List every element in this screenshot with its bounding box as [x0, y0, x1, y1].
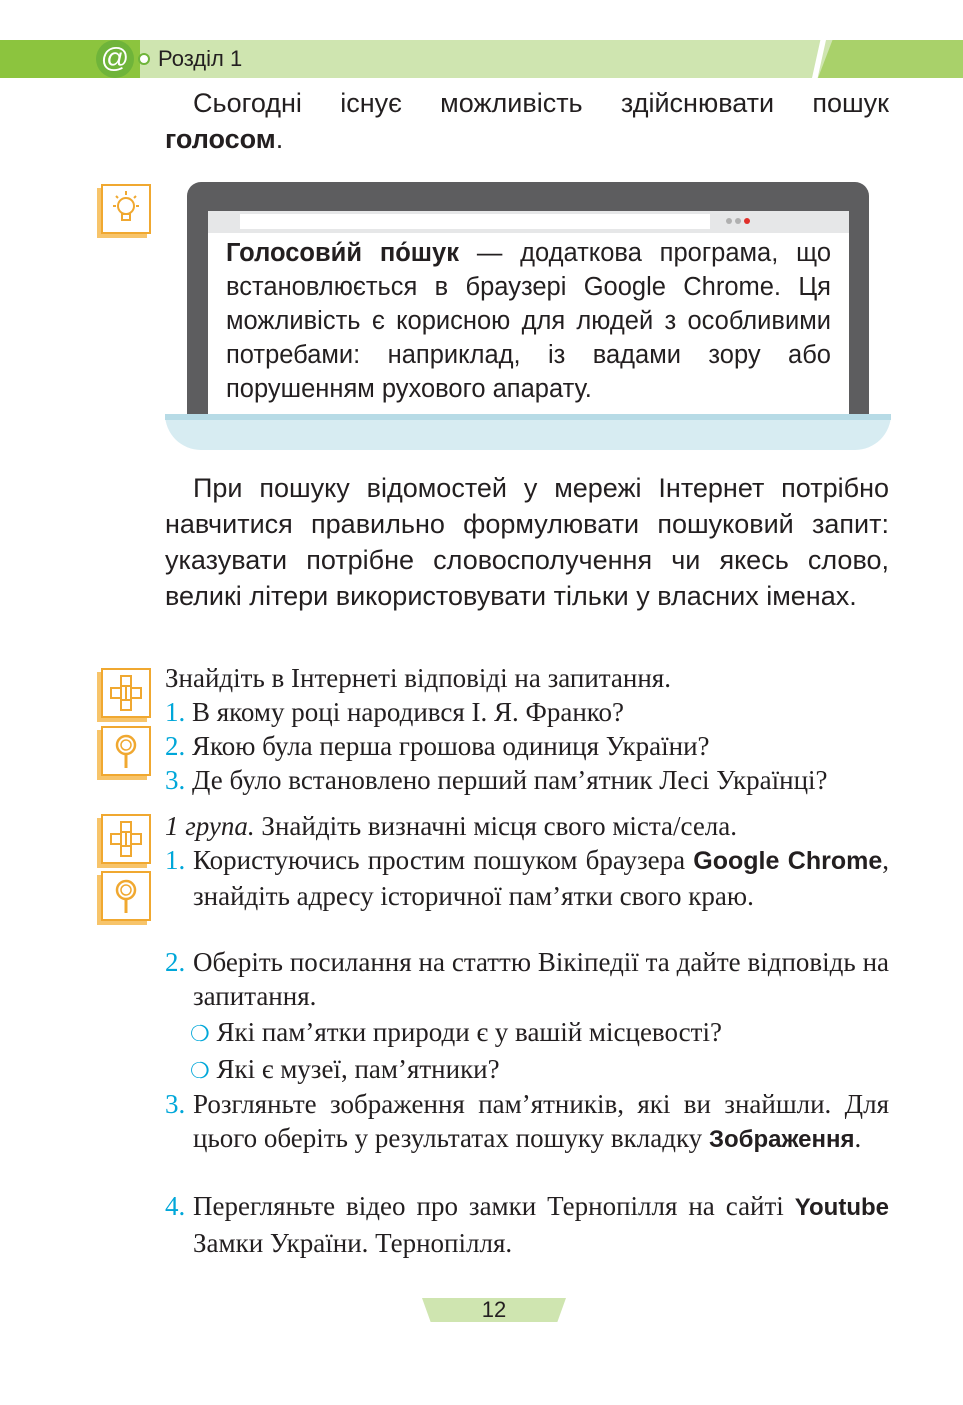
circle-bullet-icon: ❍	[190, 1058, 210, 1083]
intro-paragraph	[165, 85, 889, 157]
list-item	[165, 695, 889, 729]
item-text: Перегляньте відео про замки Тернопілля на сайті	[193, 1191, 795, 1221]
header-right-accent	[818, 40, 963, 78]
list-item	[193, 1189, 889, 1260]
bullet-text: Які пам’ятки природи є у вашій місцевості?	[216, 1017, 722, 1047]
browser-url-field	[240, 214, 710, 229]
item-number: 1.	[165, 845, 186, 875]
list-item	[193, 843, 889, 913]
bullet-item	[190, 1052, 890, 1088]
browser-dot-icon	[744, 218, 750, 224]
item-number: 2.	[165, 731, 186, 761]
list-item: Оберіть посилання на статтю Вікіпедії та дайте відповідь на запитання.	[193, 947, 889, 1011]
list-item	[193, 1087, 889, 1158]
item-number: 3.	[165, 1089, 186, 1119]
laptop-base-edge	[165, 414, 891, 420]
item-text: .	[854, 1123, 862, 1153]
at-icon: @	[96, 40, 134, 78]
network-icon	[101, 814, 151, 864]
magnifier-icon	[101, 871, 151, 921]
header-dot	[138, 53, 150, 65]
browser-dot-icon	[735, 218, 741, 224]
intro-end: .	[275, 124, 284, 154]
definition-body: — додаткова програма, що встановлюється в браузері Google Chrome. Ця можливість є корисною для людей з особливими потребами: наприклад, із вадами зору або порушенням рухового апарату.	[226, 239, 832, 403]
intro-bold: голосом	[165, 124, 276, 154]
page-number: 12	[481, 1297, 507, 1322]
item-text: , знайдіть адресу історичної пам’ятки свого краю.	[193, 845, 889, 911]
intro-text: Сьогодні існує можливість здійснювати пошук	[193, 88, 889, 118]
item-text: Замки України. Тернопілля.	[193, 1228, 513, 1258]
definition-term: Голосови́й по́шук	[226, 239, 460, 267]
browser-name: Google Chrome	[693, 847, 883, 875]
site-name: Youtube	[794, 1194, 889, 1221]
section-title: Розділ 1	[158, 46, 243, 71]
images-tab-label: Зображення	[708, 1126, 855, 1153]
browser-dot-icon	[726, 218, 732, 224]
search-query-paragraph: При пошуку відомостей у мережі Інтернет потрібно навчитися правильно формулювати пошуковий запит: указувати потрібне словосполучення чи якесь слово, великі літери використовувати тільки у власних іменах.	[165, 473, 889, 611]
magnifier-icon	[101, 726, 151, 776]
definition-text	[226, 236, 831, 406]
task2-intro-text: Знайдіть визначні місця свого міста/села.	[254, 811, 738, 841]
item-text: Якою була перша грошова одиниця України?	[192, 731, 710, 761]
circle-bullet-icon: ❍	[190, 1021, 210, 1046]
list-item	[165, 763, 905, 797]
network-icon	[101, 668, 151, 718]
task1-intro: Знайдіть в Інтернеті відповіді на запитання.	[165, 663, 671, 693]
group-label: 1 група.	[165, 811, 255, 841]
item-text: Де було встановлено перший пам’ятник Лесі Українці?	[192, 765, 828, 795]
bullet-text: Які є музеї, пам’ятники?	[216, 1054, 500, 1084]
item-number: 1.	[165, 697, 186, 727]
item-number: 3.	[165, 765, 186, 795]
item-text: Користуючись простим пошуком браузера	[193, 845, 694, 875]
list-item	[165, 729, 889, 763]
bullet-item	[190, 1015, 890, 1051]
item-text: Розгляньте зображення пам’ятників, які ви знайшли. Для цього оберіть у результатах пошуку вкладку	[193, 1089, 889, 1153]
item-number: 2.	[165, 947, 186, 977]
lightbulb-icon	[101, 184, 151, 234]
item-text: В якому році народився І. Я. Франко?	[192, 697, 625, 727]
item-number: 4.	[165, 1191, 186, 1221]
task2-intro	[165, 809, 889, 843]
